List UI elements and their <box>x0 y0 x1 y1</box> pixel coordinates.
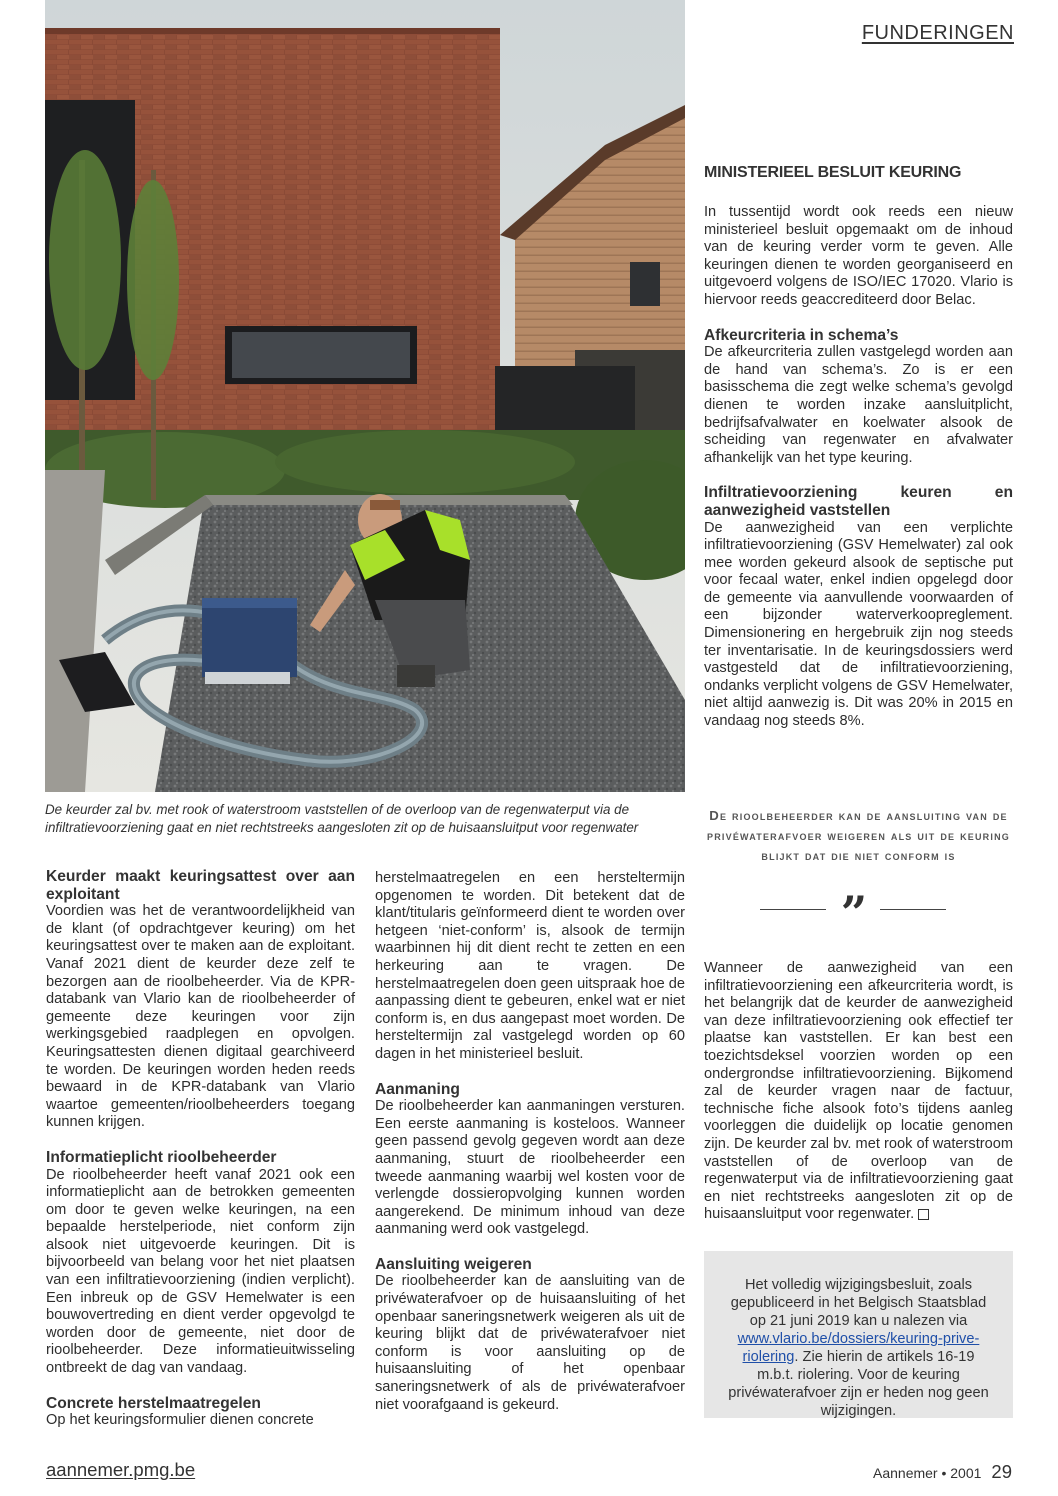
info-box-text-after: . Zie hierin de artikels 16-19 m.b.t. riolering. Voor de keuring privéwaterafvoer zijn er heden nog geen wijzigingen. <box>728 1349 989 1419</box>
heading-informatieplicht: Informatieplicht rioolbeheerder <box>46 1148 277 1166</box>
article-photo <box>45 0 685 792</box>
heading-afkeurcriteria: Afkeurcriteria in schema’s <box>704 326 899 344</box>
heading-keurder: Keurder maakt keuringsattest over aan exploitant <box>46 868 355 903</box>
heading-herstelmaatregelen: Concrete herstelmaatregelen <box>46 1394 261 1412</box>
pull-quote-text: De rioolbeheerder kan de aansluiting van de privéwaterafvoer weigeren als uit de keuring blijkt dat die niet conform is <box>707 808 1010 863</box>
info-box-text-before: Het volledig wijzigingsbesluit, zoals gepubliceerd in het Belgisch Staatsblad op 21 juni 2019 kan u nalezen via <box>730 1277 987 1329</box>
pull-quote <box>704 806 1013 866</box>
info-box-text <box>724 1276 993 1420</box>
paragraph-afkeurcriteria: De afkeurcriteria zullen vastgelegd worden aan de hand van schema’s. Zo is er een basisschema die zegt welke schema’s gevolgd dienen te worden inzake aansluitplicht, bedrijfsafvalwater en koelwater alsook de scheiding van regenwater en afvalwater afhankelijk van het type keuring. <box>704 344 1013 466</box>
footer-issue <box>873 1461 1012 1483</box>
photo-caption: De keurder zal bv. met rook of waterstroom vaststellen of de overloop van de regenwaterput via de infiltratievoorziening gaat en niet rechtstreeks aangesloten zit op de huisaansluitput voor regenwater <box>45 802 639 835</box>
end-mark-icon <box>918 1209 929 1220</box>
paragraph-herstelmaatregelen: Op het keuringsformulier dienen concrete <box>46 1412 314 1429</box>
paragraph-informatieplicht: De rioolbeheerder heeft vanaf 2021 ook een informatieplicht aan de betrokken gemeenten om door te geven welke keuringen, na een bepaalde herstelperiode, niet conform zijn alsook niet uitgevoerde keuringen. Dit is bijvoorbeeld van belang voor het niet plaatsen van een infiltratievoorziening (indien verplicht). Een inbreuk op de GSV Hemelwater is een bouwovertreding en dient verder opgevolgd te worden door de gemeente, niet door de rioolbeheerder. Deze informatieuitwisseling ontbreekt de dag van vandaag. <box>46 1166 355 1377</box>
heading-infiltratievoorziening: Infiltratievoorziening keuren en aanwezigheid vaststellen <box>704 484 1013 519</box>
column-3-continued <box>704 960 1013 1224</box>
heading-aanmaning: Aanmaning <box>375 1080 460 1098</box>
heading-ministerieel-besluit: MINISTERIEEL BESLUIT KEURING <box>704 164 962 181</box>
column-1 <box>46 868 355 1430</box>
quote-divider <box>760 886 948 940</box>
vlario-link[interactable]: www.vlario.be/dossiers/keuring-prive-riolering <box>737 1331 980 1365</box>
quote-divider-right-line <box>880 909 946 910</box>
paragraph-aansluiting: De rioolbeheerder kan de aansluiting van de privéwaterafvoer op de huisaansluiting of het openbaar saneringsnetwerk weigeren als uit de keuring blijkt dat de privéwaterafvoer niet conform is voor aansluiting op de huisaansluiting of het openbaar saneringsnetwerk of als de privéwaterafvoer niet voorafgaand is gekeurd. <box>375 1273 685 1413</box>
quote-divider-left-line <box>760 909 826 910</box>
footer-issue-label: Aannemer • 2001 <box>873 1465 982 1481</box>
paragraph-ministerieel-besluit: In tussentijd wordt ook reeds een nieuw ministerieel besluit opgemaakt om de inhoud van de keuring verder vorm te geven. Alle keuringen dienen te worden georganiseerd en uitgevoerd volgens de ISO/IEC 17020. Vlario is hiervoor reeds geaccrediteerd door Belac. <box>704 204 1013 308</box>
paragraph-infiltratievoorziening: De aanwezigheid van een verplichte infiltratievoorziening (GSV Hemelwater) zal ook mee worden gekeurd alsook de septische put voor fecaal water, enkel indien opgelegd door de gemeente via aanvullende voorwaarden of een bijzonder waterverkoopreglement. Dimensionering en hergebruik zijn nog steeds ter inventarisatie. In de keuringsdossiers werd vastgesteld dat de infiltratievoorziening, ondanks verplicht volgens de GSV Hemelwater, niet altijd aanwezig is. Dit was 20% in 2015 en vandaag nog steeds 8%. <box>704 519 1013 730</box>
section-label: FUNDERINGEN <box>861 22 1014 44</box>
paragraph-wanneer-text: Wanneer de aanwezigheid van een infiltratievoorziening een afkeurcriteria wordt, is het belangrijk dat de keurder de aanwezigheid van deze infiltratievoorziening ook effectief ter plaatse kan vaststellen. Er kan best een toezichtsdeksel voorzien worden op een ondergrondse infiltratievoorziening. Bijkomend zal de keurder vragen naar de factuur, technische fiche alsook foto’s tijdens aanleg voorleggen die duidelijk op locatie genomen zijn. De keurder zal bv. met rook of waterstroom vaststellen of de overloop van de regenwaterput via de infiltratievoorziening gaat en niet rechtstreeks aangesloten zit op de huisaansluitput voor regenwater. <box>704 960 1013 1223</box>
column-2 <box>375 870 685 1414</box>
paragraph-keurder: Voordien was het de verantwoordelijkheid van de klant (of opdrachtgever keuring) om het keuringsattest over te maken aan de exploitant. Vanaf 2021 dient de keurder deze zelf te bezorgen aan de rioolbeheerder. Via de KPR-databank van Vlario kan de rioolbeheerder of gemeente deze keuringen voor zijn werkingsgebied raadplegen en opvolgen. Keuringsattesten dienen digitaal gearchiveerd te worden. De keuringen worden heden reeds bewaard in de KPR-databank van Vlario waartoe gemeenten/rioolbeheerders toegang kunnen krijgen. <box>46 903 355 1131</box>
footer-website[interactable]: aannemer.pmg.be <box>46 1459 196 1480</box>
heading-aansluiting: Aansluiting weigeren <box>375 1255 532 1273</box>
paragraph-herstel-continued: herstelmaatregelen en een hersteltermijn opgenomen te worden. Dit betekent dat de klant/titularis geïnformeerd dient te worden over hetgeen ‘niet-conform’ is, alsook de termijn waarbinnen hij dit dient recht te zetten en een herkeuring aan te vragen. De herstelmaatregelen doen geen uitspraak hoe de aanpassing dient te gebeuren, enkel wat er niet conform is, en dus aangepast moet worden. De hersteltermijn zal vastgelegd worden op 60 dagen in het ministerieel besluit. <box>375 870 685 1062</box>
paragraph-aanmaning: De rioolbeheerder kan aanmaningen versturen. Een eerste aanmaning is kosteloos. Wanneer geen passend gevolg gegeven wordt aan deze aanmaning, stuurt de rioolbeheerder een tweede aanmaning waarbij wel kosten voor de verlengde dossieropvolging kunnen worden aangerekend. De minimum inhoud van deze aanmaning werd ook vastgelegd. <box>375 1098 685 1238</box>
column-3 <box>704 163 1013 731</box>
page-number: 29 <box>991 1461 1012 1482</box>
paragraph-wanneer <box>704 960 1013 1224</box>
quote-mark-icon: ” <box>840 886 868 940</box>
